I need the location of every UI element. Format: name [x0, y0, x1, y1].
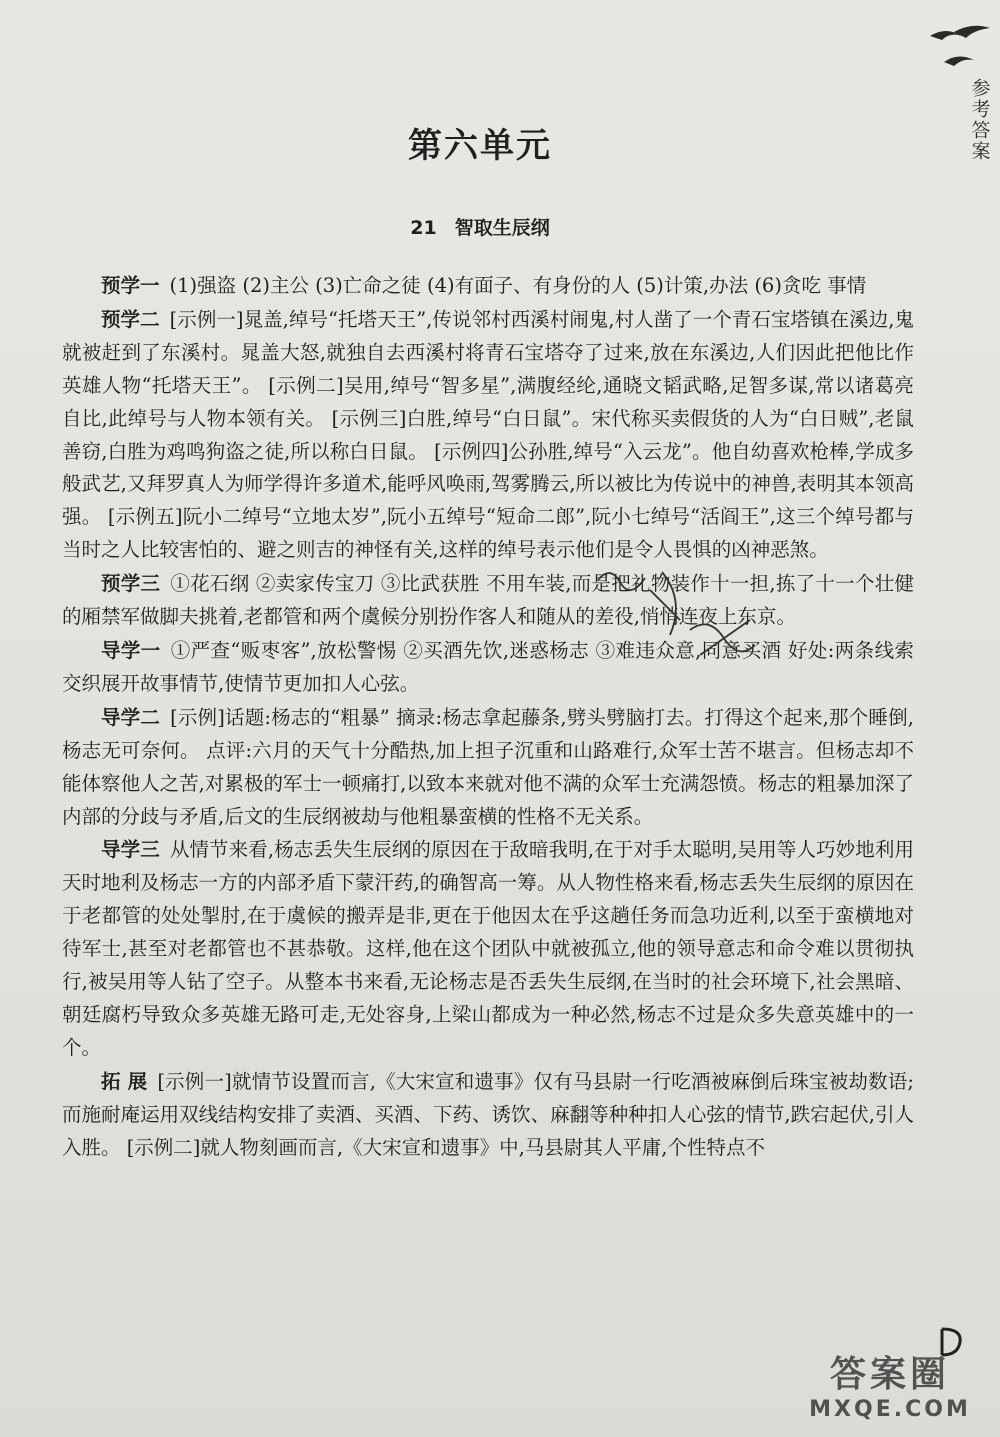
answer-content: [62, 270, 914, 1165]
section-text: ①花石纲 ②卖家传宝刀 ③比武获胜 不用车装,而是把礼物装作十一担,拣了十一个壮健的厢禁军做脚夫挑着,老都管和两个虞候分别扮作客人和随从的差役,悄悄连夜上东京。: [62, 572, 914, 629]
section-label: 拓 展: [101, 1069, 148, 1093]
section-daoxue-2: [62, 702, 914, 834]
birds-icon: [924, 22, 994, 77]
section-daoxue-1: [62, 635, 914, 701]
section-text: 从情节来看,杨志丢失生辰纲的原因在于敌暗我明,在于对手太聪明,吴用等人巧妙地利用天时地利及杨志一方的内部矛盾下蒙汗药,的确智高一筹。从人物性格来看,杨志丢失生辰纲的原因在于老都管的处处掣肘,在于虞候的搬弄是非,更在于他因太在乎这趟任务而急功近利,以至于蛮横地对待军士,甚至对老都管也不甚恭敬。这样,他在这个团队中就被孤立,他的领导意志和命令难以贯彻执行,被吴用等人钻了空子。从整本书来看,无论杨志是否丢失生辰纲,在当时的社会环境下,社会黑暗、朝廷腐朽导致众多英雄无路可走,无处容身,上梁山都成为一种必然,杨志不过是众多失意英雄中的一个。: [62, 838, 914, 1059]
section-text: [示例]话题:杨志的“粗暴” 摘录:杨志拿起藤条,劈头劈脑打去。打得这个起来,那个睡倒,杨志无可奈何。 点评:六月的天气十分酷热,加上担子沉重和山路难行,众军士苦不堪言。但杨志却不能体察他人之苦,对累极的军士一顿痛打,以致本来就对他不满的众军士充满怨愤。杨志的粗暴加深了内部的分歧与矛盾,后文的生辰纲被劫与他粗暴蛮横的性格不无关系。: [62, 705, 914, 828]
section-label: 预学三: [101, 572, 161, 596]
section-text: (1)强盗 (2)主公 (3)亡命之徒 (4)有面子、有身份的人 (5)计策,办法 (6)贪吃 事情: [169, 274, 867, 297]
section-text: [示例一]就情节设置而言,《大宋宣和遗事》仅有马县尉一行吃酒被麻倒后珠宝被劫数语;而施耐庵运用双线结构安排了卖酒、买酒、下药、诱饮、麻翻等种种扣人心弦的情节,跌宕起伏,引人入胜。 [示例二]就人物刻画而言,《大宋宣和遗事》中,马县尉其人平庸,个性特点不: [62, 1069, 914, 1159]
section-yuxue-2: [62, 304, 914, 567]
watermark-url: MXQE.COM: [809, 1397, 971, 1422]
section-label: 导学一: [101, 638, 161, 662]
section-label: 预学一: [101, 274, 160, 297]
section-tuozhan: [62, 1066, 914, 1165]
lesson-title: 智取生辰纲: [454, 217, 550, 239]
section-label: 预学二: [101, 307, 160, 331]
section-text: [示例一]晁盖,绰号“托塔天王”,传说邻村西溪村闹鬼,村人凿了一个青石宝塔镇在溪边,鬼就被赶到了东溪村。晁盖大怒,就独自去西溪村将青石宝塔夺了过来,放在东溪边,人们因此把他比作英雄人物“托塔天王”。 [示例二]吴用,绰号“智多星”,满腹经纶,通晓文韬武略,足智多谋,常以诸葛亮自比,此绰号与人物本领有关。 [示例三]白胜,绰号“白日鼠”。宋代称买卖假货的人为“白日贼”,老鼠善窃,白胜为鸡鸣狗盗之徒,所以称白日鼠。 [示例四]公孙胜,绰号“入云龙”。他自幼喜欢枪棒,学成多般武艺,又拜罗真人为师学得许多道术,能呼风唤雨,驾雾腾云,所以被比为传说中的神兽,表明其本领高强。 [示例五]阮小二绰号“立地太岁”,阮小五绰号“短命二郎”,阮小七绰号“活阎王”,这三个绰号都与当时之人比较害怕的、避之则吉的神怪有关,这样的绰号表示他们是令人畏惧的凶神恶煞。: [62, 307, 914, 562]
section-label: 导学三: [101, 838, 160, 862]
side-tab: [960, 78, 1000, 188]
unit-title: 第六单元: [408, 126, 552, 166]
section-label: 导学二: [101, 705, 161, 729]
section-text: ①严查“贩枣客”,放松警惕 ②买酒先饮,迷惑杨志 ③难违众意,同意买酒 好处:两条线索交织展开故事情节,使情节更加扣人心弦。: [62, 638, 914, 695]
lesson-number: 21: [410, 217, 437, 239]
site-watermark: [790, 1353, 990, 1431]
watermark-logo-text: 答案圈: [829, 1354, 950, 1395]
section-daoxue-3: [62, 834, 914, 1064]
section-yuxue-1: [62, 270, 914, 303]
section-yuxue-3: [62, 568, 914, 634]
side-tab-label: 参考答案: [968, 78, 991, 162]
lesson-heading: [0, 213, 960, 240]
pen-scribble-mark: [590, 560, 760, 680]
